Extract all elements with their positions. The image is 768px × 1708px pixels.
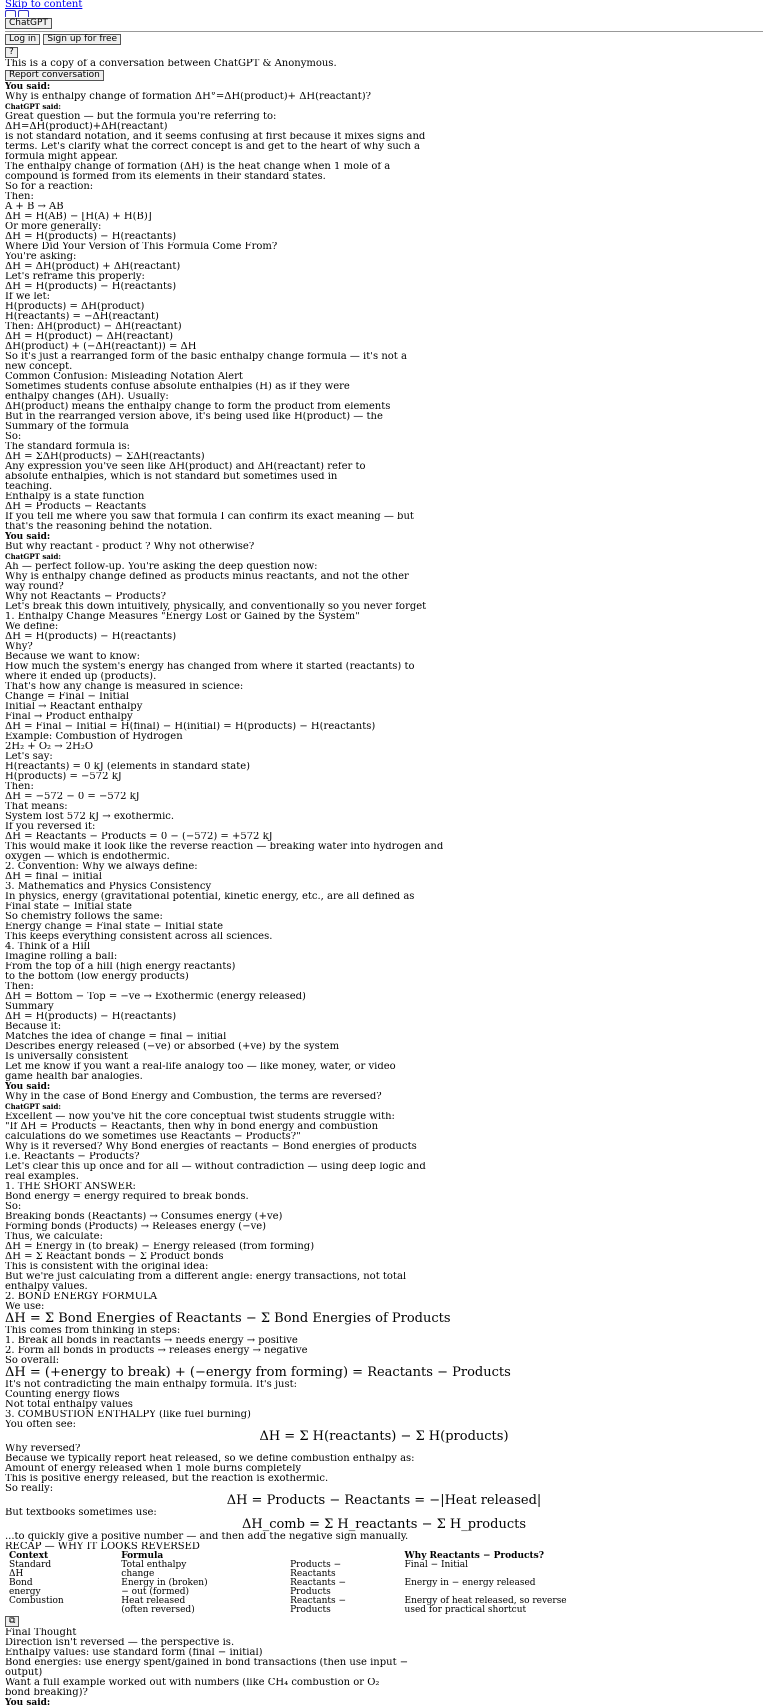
message-line: 3. COMBUSTION ENTHALPY (like fuel burning) [5,1410,251,1420]
message-line: H(products) = −572 kJ [5,772,122,782]
message-line: Enthalpy is a state function [5,492,145,502]
login-button[interactable]: Log in [5,34,40,45]
message-line: The enthalpy change of formation (ΔH) is the heat change when 1 mole of a [5,162,391,172]
message-line: Example: Combustion of Hydrogen [5,732,183,742]
recap-header-cell: Context [9,1551,49,1561]
message-line: If you reversed it: [5,822,96,832]
message-line: ΔH=ΔH(product)+ΔH(reactant) [5,122,168,132]
report-conversation-button[interactable]: Report conversation [5,70,104,81]
table-cell: Energy of heat released, so reverse [404,1596,567,1606]
message-line: ΔH = −572 − 0 = −572 kJ [5,792,140,802]
message-line: So really: [5,1484,54,1494]
message-line: ...to quickly give a positive number — and then add the negative sign manually. [5,1532,409,1542]
message-line: This keeps everything consistent across all sciences. [5,932,273,942]
message-line: Describes energy released (−ve) or absorbed (+ve) by the system [5,1042,340,1052]
assistant-label: ChatGPT said: [5,102,61,111]
message-line: But textbooks sometimes use: [5,1508,157,1518]
user-message-1: Why is enthalpy change of formation ΔH°=ΔH(product)+ ΔH(reactant)? [5,92,372,102]
message-line: ΔH = H(products) − H(reactants) [5,632,177,642]
message-line: So chemistry follows the same: [5,912,163,922]
message-line: that's the reasoning behind the notation. [5,522,213,532]
table-row [5,1606,705,1615]
message-line: How much the system's energy has changed from where it started (reactants) to [5,662,415,672]
message-line: Summary [5,1002,54,1012]
message-line: Initial → Reactant enthalpy [5,702,143,712]
message-line: Final state − Initial state [5,902,132,912]
message-line: The standard formula is: [5,442,130,452]
message-line: Why reversed? [5,1444,81,1454]
table-row [5,1579,705,1588]
message-line: 2. BOND ENERGY FORMULA [5,1292,158,1302]
message-line: Any expression you've seen like ΔH(product) and ΔH(reactant) refer to [5,462,366,472]
message-line: ΔH = Reactants − Products = 0 − (−572) = +572 kJ [5,832,273,842]
assistant-label: ChatGPT said: [5,552,61,561]
assistant-message-2 [5,562,763,1082]
message-line: Breaking bonds (Reactants) → Consumes energy (+ve) [5,1212,283,1222]
table-cell [401,1570,705,1579]
message-line: You're asking: [5,252,77,262]
table-cell: Reactants [290,1569,336,1579]
message-line: enthalpy changes (ΔH). Usually: [5,392,169,402]
message-line: So it's just a rearranged form of the basic enthalpy change formula — it's not a [5,352,407,362]
message-line: This is consistent with the original idea: [5,1262,209,1272]
message-line: This comes from thinking in steps: [5,1326,181,1336]
message-line: 2H₂ + O₂ → 2H₂O [5,742,94,752]
table-row [5,1588,705,1597]
message-line: That means: [5,802,68,812]
message-line: If you tell me where you saw that formula I can confirm its exact meaning — but [5,512,414,522]
message-line: Is universally consistent [5,1052,128,1062]
message-line: ΔH = H(AB) − [H(A) + H(B)] [5,212,152,222]
table-cell: change [121,1569,155,1579]
table-cell: energy [9,1587,41,1597]
message-line: Forming bonds (Products) → Releases energy (−ve) [5,1222,267,1232]
message-line: 2. Convention: Why we always define: [5,862,198,872]
message-line: terms. Let's clarify what the correct concept is and get to the heart of why such a [5,142,420,152]
message-line: Counting energy flows [5,1390,120,1400]
recap-header-cell: Why Reactants − Products? [404,1551,544,1561]
message-line: Direction isn't reversed — the perspective is. [5,1638,235,1648]
table-cell: Final − Initial [404,1560,468,1570]
message-line: That's how any change is measured in science: [5,682,244,692]
message-line: oxygen — which is endothermic. [5,852,170,862]
table-row [5,1570,705,1579]
message-line: Bond energy = energy required to break bonds. [5,1192,249,1202]
message-line: Not total enthalpy values [5,1400,133,1410]
message-line: This would make it look like the reverse reaction — breaking water into hydrogen and [5,842,444,852]
copy-icon[interactable]: ⧉ [5,1616,19,1627]
message-line: Matches the idea of change = final − initial [5,1032,227,1042]
message-line: ΔH(product) means the enthalpy change to form the product from elements [5,402,391,412]
table-cell: Products − [290,1560,342,1570]
message-line: So overall: [5,1356,60,1366]
message-line: Or more generally: [5,222,102,232]
message-line: RECAP — WHY IT LOOKS REVERSED [5,1542,200,1552]
message-line: 1. Enthalpy Change Measures "Energy Lost or Gained by the System" [5,612,360,622]
message-line: In physics, energy (gravitational potential, kinetic energy, etc., are all defined as [5,892,415,902]
message-line: ΔH = H(product) − ΔH(reactant) [5,332,174,342]
assistant-message-1 [5,112,763,532]
message-line: So: [5,432,22,442]
table-cell: ΔH [9,1569,24,1579]
message-line: 1. Break all bonds in reactants → needs energy → positive [5,1336,298,1346]
message-line: So for a reaction: [5,182,94,192]
message-line: H(reactants) = −ΔH(reactant) [5,312,159,322]
message-line: Bond energies: use energy spent/gained in bond transactions (then use input − [5,1658,409,1668]
message-line: Enthalpy values: use standard form (final − initial) [5,1648,263,1658]
assistant-label: ChatGPT said: [5,1102,61,1111]
message-line: From the top of a hill (high energy reactants) [5,962,236,972]
table-cell: Reactants − [290,1596,347,1606]
message-line: 4. Think of a Hill [5,942,91,952]
message-line: Why is it reversed? Why Bond energies of reactants − Bond energies of products [5,1142,417,1152]
table-cell: Standard [9,1560,52,1570]
message-line: ΔH = H(products) − H(reactants) [5,282,177,292]
table-cell: Products [290,1587,331,1597]
message-line: formula might appear. [5,152,118,162]
message-line: Because we want to know: [5,652,140,662]
message-line: Because it: [5,1022,62,1032]
message-line: System lost 572 kJ → exothermic. [5,812,175,822]
message-line: enthalpy values. [5,1282,88,1292]
message-line: Amount of energy released when 1 mole burns completely [5,1464,302,1474]
assistant-message-3-part-1 [5,1112,763,1312]
message-line: Ah — perfect follow-up. You're asking the deep question now: [5,562,318,572]
chatgpt-logo-icon-alt [18,10,29,17]
recap-header-cell: Formula [121,1551,164,1561]
message-line: Then: [5,192,34,202]
table-cell: Combustion [9,1596,64,1606]
table-cell: (often reversed) [121,1605,195,1615]
message-line: ΔH = H(products) − H(reactants) [5,1012,177,1022]
message-line: Summary of the formula [5,422,129,432]
message-line: calculations do we sometimes use Reactants − Products?" [5,1132,301,1142]
message-line: So: [5,1202,22,1212]
message-line: ΔH = Bottom − Top = −ve → Exothermic (energy released) [5,992,306,1002]
message-line: Why is enthalpy change defined as products minus reactants, and not the other [5,572,409,582]
message-line: H(products) = ΔH(product) [5,302,145,312]
message-line: This is positive energy released, but the reaction is exothermic. [5,1474,329,1484]
message-line: We define: [5,622,59,632]
signup-button[interactable]: Sign up for free [43,34,121,45]
table-cell: used for practical shortcut [404,1605,527,1615]
message-line: compound is formed from its elements in their standard states. [5,172,326,182]
message-line: Where Did Your Version of This Formula Come From? [5,242,278,252]
user-label: You said: [5,1698,51,1708]
final-thought-body [5,1638,763,1698]
energy-flow-equation: ΔH = (+energy to break) + (−energy from forming) = Reactants − Products [5,1366,511,1380]
message-line: Why not Reactants − Products? [5,592,167,602]
message-line: We use: [5,1302,45,1312]
table-cell: Bond [9,1578,33,1588]
message-line: ΔH = final − initial [5,872,102,882]
message-line: You often see: [5,1420,76,1430]
message-line: Why? [5,642,33,652]
message-line: Great question — but the formula you're referring to: [5,112,277,122]
recap-table-header [5,1552,705,1561]
message-line: ΔH = ΔH(product) + ΔH(reactant) [5,262,181,272]
table-cell [5,1606,117,1615]
message-line: Change = Final − Initial [5,692,129,702]
message-line: A + B → AB [5,202,64,212]
message-line: But we're just calculating from a different angle: energy transactions, not total [5,1272,407,1282]
message-line: ΔH = Energy in (to break) − Energy released (from forming) [5,1242,315,1252]
final-thought-heading: Final Thought [5,1628,77,1638]
message-line: ΔH = H(products) − H(reactants) [5,232,177,242]
message-line: ΔH(product) + (−ΔH(reactant)) = ΔH [5,342,197,352]
heat-released-equation: ΔH = Products − Reactants = −|Heat released| [226,1494,542,1508]
user-label: You said: [5,82,51,92]
message-line: Final → Product enthalpy [5,712,133,722]
help-icon[interactable]: ? [5,47,18,58]
assistant-message-3-part-3 [5,1380,763,1430]
message-line: 1. THE SHORT ANSWER: [5,1182,136,1192]
message-line: 3. Mathematics and Physics Consistency [5,882,212,892]
user-message-3: Why in the case of Bond Energy and Combustion, the terms are reversed? [5,1092,382,1102]
assistant-message-3-part-6 [5,1532,763,1552]
message-line: output) [5,1668,43,1678]
skip-to-content-link[interactable]: Skip to content [5,0,83,10]
table-cell: Products [290,1605,331,1615]
recap-header-cell [286,1552,400,1561]
message-line: absolute enthalpies, which is not standard but sometimes used in [5,472,338,482]
message-line: ΔH = Σ Reactant bonds − Σ Product bonds [5,1252,224,1262]
message-line: Let's break this down intuitively, physically, and conventionally so you never forget [5,602,427,612]
message-line: way round? [5,582,64,592]
message-line: Common Confusion: Misleading Notation Alert [5,372,243,382]
combustion-shortcut-equation: ΔH_comb = Σ H_reactants − Σ H_products [241,1518,527,1532]
chatgpt-logo-icon [5,10,16,17]
assistant-message-3-part-5 [5,1508,763,1518]
message-line: Sometimes students confuse absolute enthalpies (H) as if they were [5,382,350,392]
chatgpt-home-button[interactable]: ChatGPT [5,18,52,29]
message-line: bond breaking)? [5,1688,88,1698]
table-cell: Energy in (broken) [121,1578,208,1588]
divider [5,31,763,32]
message-line: H(reactants) = 0 kJ (elements in standard state) [5,762,251,772]
bond-energy-equation: ΔH = Σ Bond Energies of Reactants − Σ Bond Energies of Products [5,1312,451,1326]
message-line: 2. Form all bonds in products → releases energy → negative [5,1346,308,1356]
message-line: is not standard notation, and it seems confusing at first because it mixes signs and [5,132,426,142]
message-line: If we let: [5,292,50,302]
message-line: It's not contradicting the main enthalpy formula. It's just: [5,1380,298,1390]
user-label: You said: [5,1082,51,1092]
message-line: Then: [5,782,34,792]
message-line: Energy change = Final state − Initial state [5,922,224,932]
message-line: Excellent — now you've hit the core conceptual twist students struggle with: [5,1112,395,1122]
message-line: Then: [5,982,34,992]
assistant-message-3-part-4 [5,1444,763,1494]
message-line: Let's say: [5,752,53,762]
table-cell: Energy in − energy released [404,1578,536,1588]
message-line: i.e. Reactants − Products? [5,1152,140,1162]
message-line: Because we typically report heat released, so we define combustion enthalpy as: [5,1454,415,1464]
table-cell: − out (formed) [121,1587,190,1597]
recap-table [5,1552,705,1615]
message-line: ΔH = Products − Reactants [5,502,147,512]
message-line: ΔH = Final − Initial = H(final) − H(initial) = H(products) − H(reactants) [5,722,376,732]
message-line: Let me know if you want a real-life analogy too — like money, water, or video [5,1062,396,1072]
message-line: game health bar analogies. [5,1072,143,1082]
combustion-equation: ΔH = Σ H(reactants) − Σ H(products) [259,1430,509,1444]
assistant-message-3-part-2 [5,1326,763,1366]
user-label: You said: [5,532,51,542]
message-line: to the bottom (low energy products) [5,972,189,982]
message-line: teaching. [5,482,53,492]
disclaimer-text: This is a copy of a conversation between ChatGPT & Anonymous. [5,59,337,69]
table-row [5,1561,705,1570]
table-cell: Heat released [121,1596,186,1606]
message-line: Let's clear this up once and for all — without contradiction — using deep logic and [5,1162,426,1172]
user-message-2: But why reactant - product ? Why not otherwise? [5,542,255,552]
message-line: But in the rearranged version above, it's being used like H(product) — the [5,412,383,422]
message-line: real examples. [5,1172,79,1182]
table-cell: Reactants − [290,1578,347,1588]
message-line: "If ΔH = Products − Reactants, then why in bond energy and combustion [5,1122,379,1132]
message-line: Thus, we calculate: [5,1232,103,1242]
message-line: Want a full example worked out with numbers (like CH₄ combustion or O₂ [5,1678,380,1688]
table-row [5,1597,705,1606]
message-line: Let's reframe this properly: [5,272,145,282]
message-line: Imagine rolling a ball: [5,952,118,962]
message-line: Then: ΔH(product) − ΔH(reactant) [5,322,182,332]
table-cell [401,1588,705,1597]
message-line: new concept. [5,362,73,372]
message-line: ΔH = ΣΔH(products) − ΣΔH(reactants) [5,452,205,462]
table-cell: Total enthalpy [121,1560,187,1570]
message-line: where it ended up (products). [5,672,157,682]
